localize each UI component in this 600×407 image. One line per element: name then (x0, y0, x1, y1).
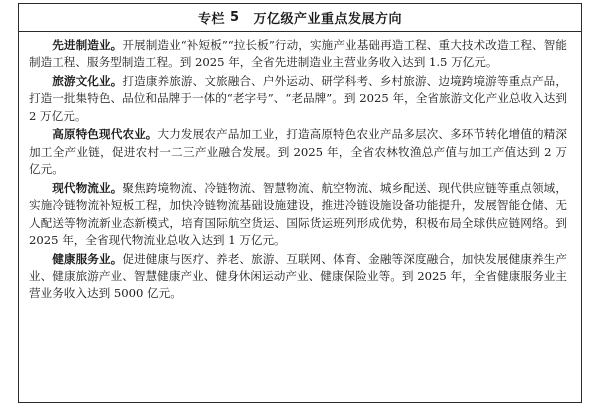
item-advanced-manufacturing (29, 37, 567, 72)
item-term: 现代物流业。 (52, 180, 123, 195)
item-term: 先进制造业。 (52, 38, 123, 52)
column-box (18, 3, 582, 403)
column-header (19, 4, 581, 32)
item-term: 健康服务业。 (52, 251, 123, 266)
item-text: 大力发展农产品加工业，打造高原特色农业产品多层次、多环节转化增值的精深加工全产业链，促进农村一二三产业融合发展。到 2025 年，全省农林牧渔总产值与加工产值达到 2 万亿元。 (29, 127, 567, 177)
item-modern-logistics (29, 180, 567, 250)
item-term: 高原特色现代农业。 (52, 127, 158, 142)
item-text: 开展制造业“补短板”“拉长板”行动，实施产业基础再造工程、重大技术改造工程、智能制造工程、服务型制造工程。到 2025 年，全省先进制造业主营业务收入达到 1.5 万亿元。 (29, 38, 567, 70)
item-text: 聚焦跨境物流、冷链物流、智慧物流、航空物流、城乡配送、现代供应链等重点领域，实施冷链物流补短板工程，加快冷链物流基础设施建设，推进冷链设施设备功能提升，发展智能仓储、无人配送等物流新业态新模式，培育国际航空货运、国际货运班列形成优势，积极布局全球供应链网络。到 2025 年，全省现代物流业总收入达到 1 万亿元。 (29, 180, 567, 248)
item-tourism-culture (29, 73, 567, 125)
item-plateau-agriculture (29, 126, 567, 178)
column-label: 专栏 (197, 12, 225, 27)
item-text: 促进健康与医疗、养老、旅游、互联网、体育、金融等深度融合，加快发展健康养生产业、健康旅游产业、智慧健康产业、健身休闲运动产业、健康保险业等。到 2025 年，全省健康服务业主营业务收入达到 5000 亿元。 (29, 251, 567, 301)
item-text: 打造康养旅游、文旅融合、户外运动、研学科考、乡村旅游、边境跨境游等重点产品，打造一批集特色、品位和品牌于一体的“老字号”、“老品牌”。到 2025 年，全省旅游文化产业总收入达到 2 万亿元。 (29, 74, 567, 123)
column-body (19, 32, 581, 303)
item-health-services (29, 251, 567, 303)
item-term: 旅游文化业。 (52, 74, 123, 88)
column-title: 万亿级产业重点发展方向 (253, 12, 403, 27)
column-number: 5 (229, 10, 240, 25)
